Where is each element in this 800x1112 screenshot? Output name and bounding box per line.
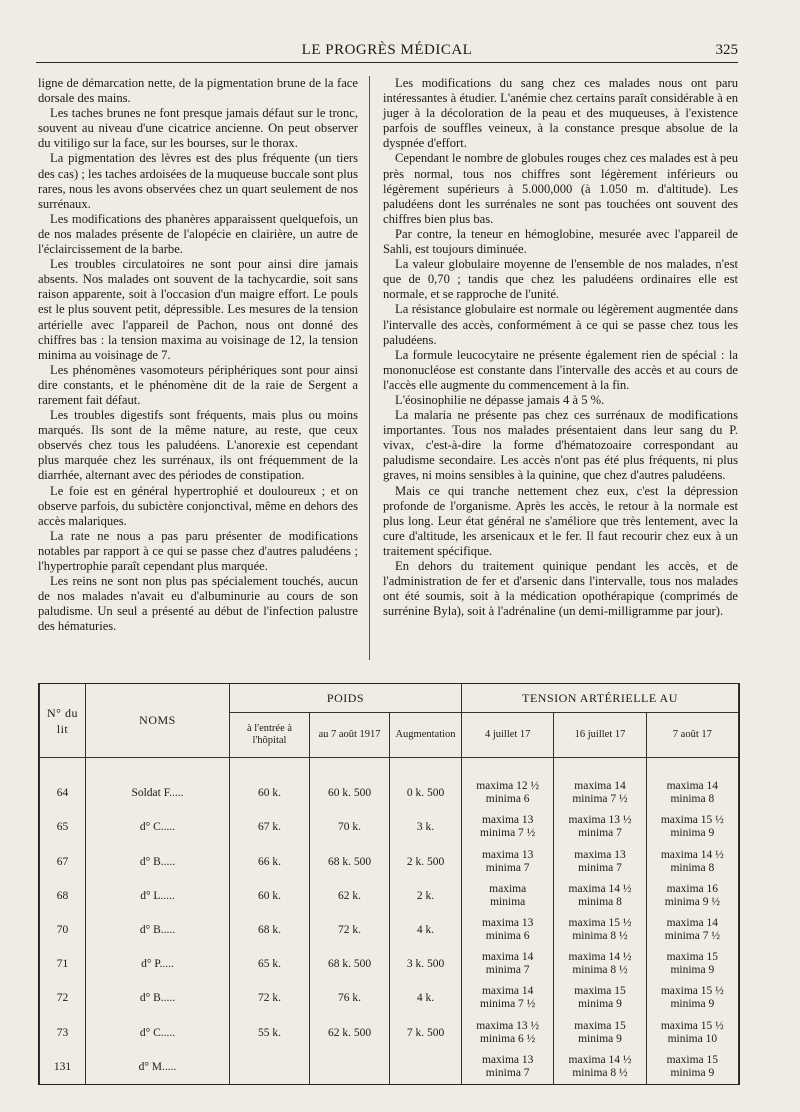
weight-august-cell: 62 k. [310,879,390,913]
maxima-value: maxima 13 ½ [568,814,632,827]
minima-value: minima 8 ½ [572,1066,628,1079]
names-header: NOMS [86,684,230,758]
weight-entry-cell: 68 k. [230,913,310,947]
minima-value: minima 9 [578,998,622,1011]
minima-value: minima 6 [485,793,530,806]
weight-gain-cell: 4 k. [390,981,462,1015]
left-paragraph: La rate ne nous a pas paru présenter de modifications notables par rapport à ce qui se passe chez d'autres paludéens ; l'hypertrophie paraît cependant plus marquée. [38,528,358,573]
table-body [40,758,739,1085]
left-paragraph: Les troubles digestifs sont fréquents, mais plus ou moins marqués. Ils sont de la même nature, au reste, que ceux observés chez tous les paludéens. L'anorexie est cependant plus marquée chez les surrénaux, ils ont fréquemment de la diarrhée, alternant avec des périodes de constipation. [38,408,358,483]
maxima-value: maxima 15 ½ [660,985,724,998]
tension-date-2-header: 16 juillet 17 [554,713,646,758]
maxima-value: maxima 15 [574,1019,626,1032]
bed-number-cell: 131 [40,1050,86,1084]
weight-gain-cell: 0 k. 500 [390,758,462,811]
maxima-value: maxima 14 [666,780,719,793]
right-paragraph: La résistance globulaire est normale ou légèrement augmentée dans l'intervalle des accès, conformément à ce qui se passe chez tous les paludéens. [383,302,738,347]
tension-cell-1 [462,879,554,913]
minima-value: minima 7 ½ [480,827,536,840]
maxima-value: maxima 14 ½ [568,882,632,895]
minima-value: minima 7 ½ [480,998,536,1011]
tension-cell-3 [646,879,738,913]
weight-august-header: au 7 août 1917 [310,713,390,758]
page-number: 325 [715,42,738,58]
weight-group-header: POIDS [230,684,462,713]
tension-cell-2 [554,879,646,913]
weight-august-cell [310,1050,390,1084]
maxima-value: maxima 14 ½ [568,951,632,964]
tension-cell-3 [646,947,738,981]
tension-date-3-header: 7 août 17 [646,713,738,758]
left-text-column [38,76,358,634]
tension-cell-2 [554,913,646,947]
tension-cell-1 [462,845,554,879]
tension-cell-1 [462,758,554,811]
maxima-value: maxima 14 ½ [660,848,724,861]
right-paragraph: La formule leucocytaire ne présente également rien de spécial : la mononucléose est constante dans l'intervalle des accès et au cours de l'accès elle augmente du commencement à la fin. [383,347,738,392]
weight-august-cell: 62 k. 500 [310,1016,390,1050]
weight-august-cell: 70 k. [310,810,390,844]
tension-cell-3 [646,810,738,844]
maxima-value: maxima 13 [481,848,534,861]
tension-cell-3 [646,758,738,811]
table-row [40,913,739,947]
weight-entry-cell: 72 k. [230,981,310,1015]
tension-cell-3 [646,845,738,879]
bed-number-cell: 65 [40,810,86,844]
weight-august-cell: 68 k. 500 [310,845,390,879]
weight-august-cell: 60 k. 500 [310,758,390,811]
minima-value: minima 7 [578,827,622,840]
minima-value: minima 9 [670,964,715,977]
tension-cell-1 [462,913,554,947]
tension-cell-2 [554,845,646,879]
weight-gain-cell: 7 k. 500 [390,1016,462,1050]
left-paragraph: La pigmentation des lèvres est des plus fréquente (un tiers des cas) ; les taches ardoisées de la muqueuse buccale sont plus rares, nous les avons observées chez un quart seulement de nos surrénaux. [38,151,358,211]
maxima-value: maxima 15 ½ [568,917,632,930]
name-cell: d° B..... [86,981,230,1015]
table-row [40,1050,739,1084]
tension-group-header: TENSION ARTÉRIELLE AU [462,684,739,713]
minima-value: minima 8 [670,793,715,806]
maxima-value: maxima 13 [481,1053,534,1066]
blood-pressure-weight-table [38,683,740,1085]
bed-number-cell: 67 [40,845,86,879]
left-paragraph: Le foie est en général hypertrophié et douloureux ; et on observe parfois, du subictère conjonctival, même en dehors des accès malariques. [38,483,358,528]
minima-value: minima 9 [670,998,715,1011]
tension-cell-2 [554,1016,646,1050]
weight-entry-header: à l'entrée à l'hôpital [230,713,310,758]
bed-number-cell: 70 [40,913,86,947]
name-cell: d° B..... [86,913,230,947]
weight-gain-cell: 2 k. 500 [390,845,462,879]
page-header [36,38,738,63]
weight-entry-cell: 67 k. [230,810,310,844]
tension-cell-1 [462,1050,554,1084]
left-paragraph: Les taches brunes ne font presque jamais défaut sur le tronc, souvent au niveau d'une cicatrice ancienne. On peut observer du vitiligo sur la face, sur les bourses, sur le thorax. [38,106,358,151]
tension-cell-3 [646,913,738,947]
weight-gain-cell: 3 k. 500 [390,947,462,981]
tension-cell-3 [646,1016,738,1050]
tension-cell-2 [554,981,646,1015]
table-row [40,981,739,1015]
tension-cell-2 [554,810,646,844]
left-paragraph: Les modifications des phanères apparaissent quelquefois, un de nos malades présente de l'alopécie en clairière, un autre de l'éclaircissement de la barbe. [38,211,358,257]
minima-value: minima 9 [578,1032,622,1045]
minima-value: minima 9 [670,1066,715,1079]
maxima-value: maxima 14 [666,917,719,930]
name-cell: d° L..... [86,879,230,913]
table-row [40,1016,739,1050]
bed-number-cell: 68 [40,879,86,913]
tension-cell-1 [462,810,554,844]
minima-value: minima 7 [485,1066,530,1079]
weight-gain-header: Augmentation [390,713,462,758]
table-row [40,810,739,844]
weight-gain-cell: 4 k. [390,913,462,947]
maxima-value: maxima [489,882,527,895]
minima-value: minima 7 ½ [664,930,720,943]
tension-cell-2 [554,758,646,811]
weight-gain-cell: 3 k. [390,810,462,844]
minima-value: minima 8 [670,861,715,874]
right-paragraph: L'éosinophilie ne dépasse jamais 4 à 5 %. [395,392,605,407]
left-paragraph: Les troubles circulatoires ne sont pour ainsi dire jamais absents. Nos malades ont souvent de la tachycardie, soit sans raison apparente, soit à l'occasion d'un maigre effort. Le pouls est le plus souvent petit, dépressible. Les mesures de la tension artérielle avec l'appareil de Pachon, nous ont donné des chiffres bas : la tension maxima au voisinage de 12, la tension minima au voisinage de 7. [38,257,358,362]
bed-number-cell: 72 [40,981,86,1015]
maxima-value: maxima 16 [666,882,719,895]
left-paragraph: ligne de démarcation nette, de la pigmentation brune de la face dorsale des mains. [38,76,358,106]
weight-entry-cell: 55 k. [230,1016,310,1050]
name-cell: d° C..... [86,810,230,844]
minima-value: minima 7 ½ [572,793,628,806]
bed-number-cell: 73 [40,1016,86,1050]
maxima-value: maxima 14 [481,951,534,964]
weight-august-cell: 76 k. [310,981,390,1015]
maxima-value: maxima 12 ½ [476,780,540,793]
minima-value: minima 10 [667,1032,718,1045]
minima-value: minima 8 ½ [572,930,628,943]
weight-gain-cell: 2 k. [390,879,462,913]
name-cell: d° C..... [86,1016,230,1050]
left-paragraph: Les phénomènes vasomoteurs périphériques sont pour ainsi dire constants, et le phénomène dit de la raie de Sergent a rarement fait défaut. [38,362,358,407]
table-row [40,845,739,879]
weight-entry-cell [230,1050,310,1084]
name-cell: d° B..... [86,845,230,879]
tension-cell-3 [646,1050,738,1084]
minima-value: minima 8 [578,895,622,908]
right-paragraph: En dehors du traitement quinique pendant les accès, et de l'administration de fer et d'arsenic dans l'intervalle, tous nos malades ont été soumis, soit à la médication opothérapique (comprimés de surrénine Byla), soit à l'adrénaline (un demi-milligramme par jour). [383,559,738,619]
right-paragraph: Les modifications du sang chez ces malades nous ont paru intéressantes à étudier. L'anémie chez certains paraît considérable à en juger à la décoloration de la peau et des muqueuses, à l'existence parfois de souffles veineux, à la constance presque absolue de la dyspnée d'effort. [383,76,738,151]
journal-title: LE PROGRÈS MÉDICAL [301,42,473,58]
maxima-value: maxima 14 [574,780,626,793]
tension-cell-3 [646,981,738,1015]
tension-cell-2 [554,1050,646,1084]
table-row [40,947,739,981]
minima-value: minima 8 ½ [572,964,628,977]
maxima-value: maxima 14 ½ [568,1053,632,1066]
maxima-value: maxima 13 [481,814,534,827]
right-paragraph: La malaria ne présente pas chez ces surrénaux de modifications importantes. Tous nos malades présentaient dans leur sang du P. vivax, c'est-à-dire la forme d'hématozoaire correspondant au paludisme secondaire. Les accès n'ont pas été plus fréquents, ni plus graves, ni moins sensibles à la quinine, que chez d'autres paludéens. [383,408,738,483]
table-row [40,758,739,811]
right-paragraph: Par contre, la teneur en hémoglobine, mesurée avec l'appareil de Sahli, est toujours diminuée. [383,226,738,257]
minima-value: minima 6 [485,930,530,943]
maxima-value: maxima 15 [666,951,719,964]
minima-value: minima 9 ½ [664,895,720,908]
weight-august-cell: 72 k. [310,913,390,947]
right-paragraph: La valeur globulaire moyenne de l'ensemble de nos malades, n'est que de 0,70 ; tandis que chez les paludéens ordinaires elle est normale, et se rapproche de l'unité. [383,257,738,302]
name-cell: d° P..... [86,947,230,981]
table-row [40,879,739,913]
right-text-column [383,76,738,619]
maxima-value: maxima 15 ½ [660,814,724,827]
minima-value: minima 7 [485,964,530,977]
weight-entry-cell: 60 k. [230,879,310,913]
maxima-value: maxima 13 ½ [476,1019,540,1032]
bed-number-cell: 64 [40,758,86,811]
weight-entry-cell: 60 k. [230,758,310,811]
tension-cell-1 [462,981,554,1015]
maxima-value: maxima 13 [481,917,534,930]
name-cell: d° M..... [86,1050,230,1084]
tension-cell-1 [462,947,554,981]
right-paragraph: Mais ce qui tranche nettement chez eux, c'est la dépression profonde de l'organisme. Après les accès, le retour à la normale est plus long. Leur état général ne s'améliore que très lentement, avec la cure d'altitude, les arsenicaux et le fer. Il faut recourir chez eux à un traitement spécifique. [383,483,738,558]
minima-value: minima 7 [485,861,530,874]
weight-gain-cell [390,1050,462,1084]
minima-value: minima [490,895,526,908]
tension-cell-2 [554,947,646,981]
minima-value: minima 6 ½ [480,1032,536,1045]
tension-date-1-header: 4 juillet 17 [462,713,554,758]
name-cell: Soldat F..... [86,758,230,811]
minima-value: minima 9 [670,827,715,840]
weight-entry-cell: 66 k. [230,845,310,879]
left-paragraph: Les reins ne sont non plus pas spécialement touchés, aucun de nos malades n'avait eu d'albuminurie au cours de son paludisme. Un seul a présenté au début de l'infection palustre des hématuries. [38,574,358,634]
right-paragraph: Cependant le nombre de globules rouges chez ces malades est à peu près normal, tous nos chiffres sont légèrement inférieurs ou légèrement supérieurs à 5.000,000 (à 1.050 m. d'altitude). Les paludéens dont les surrénales ne sont pas touchées ont souvent des chiffres bien plus bas. [383,151,738,226]
maxima-value: maxima 14 [481,985,534,998]
tension-cell-1 [462,1016,554,1050]
weight-entry-cell: 65 k. [230,947,310,981]
maxima-value: maxima 15 [574,985,626,998]
maxima-value: maxima 15 ½ [660,1019,724,1032]
bed-number-header: N° du lit [40,684,86,758]
minima-value: minima 7 [578,861,622,874]
weight-august-cell: 68 k. 500 [310,947,390,981]
bed-number-cell: 71 [40,947,86,981]
maxima-value: maxima 15 [666,1053,719,1066]
maxima-value: maxima 13 [574,848,626,861]
column-divider [369,76,370,660]
